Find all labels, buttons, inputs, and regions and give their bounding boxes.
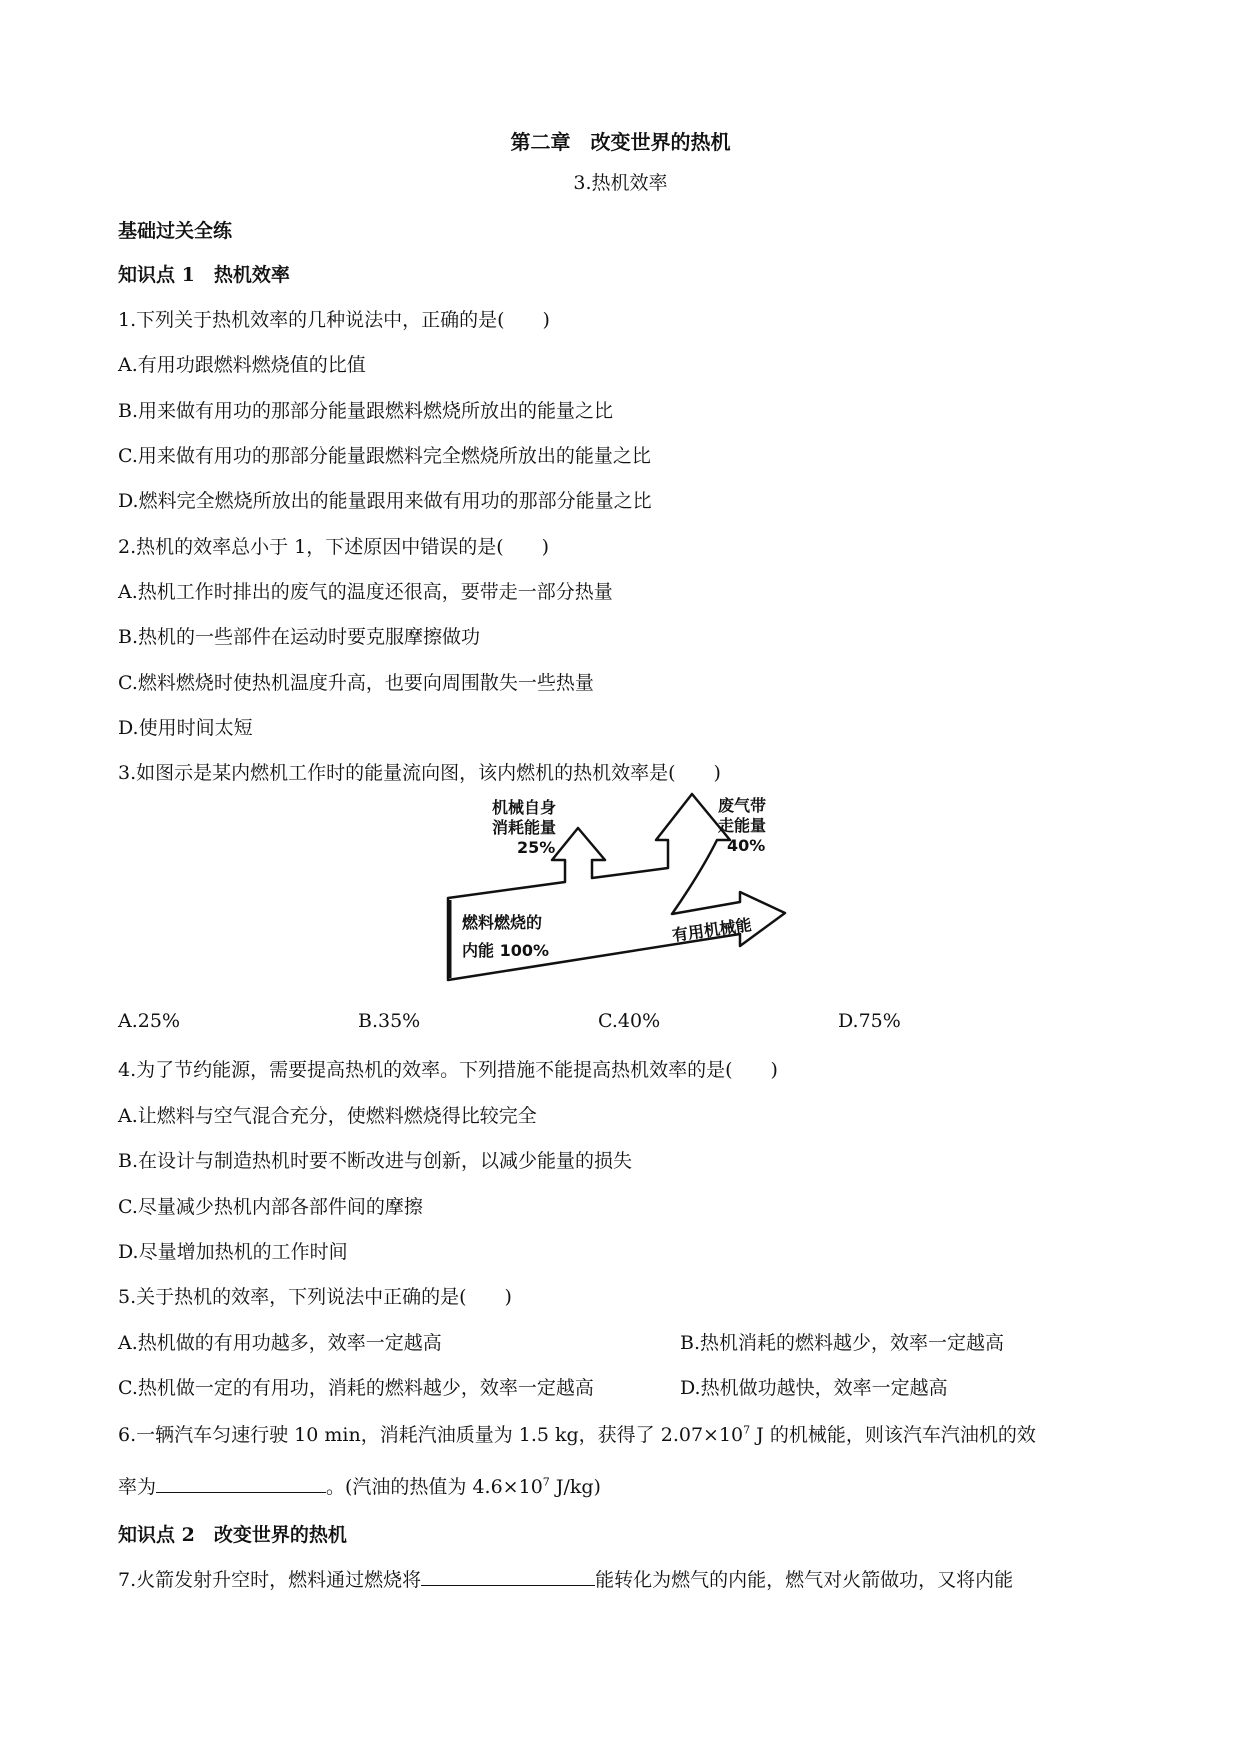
q4-option-c: C.尽量减少热机内部各部件间的摩擦: [118, 1196, 423, 1218]
q7-text-b: 能转化为燃气的内能，燃气对火箭做功，又将内能: [595, 1569, 1014, 1591]
exhaust-label-line2: 走能量: [718, 816, 767, 835]
q6-line2-text-c: J/kg): [549, 1476, 601, 1498]
q6-line1-exponent: 7: [743, 1423, 751, 1437]
useful-energy-label: 有用机械能: [670, 915, 753, 945]
exhaust-label-line3: 40%: [727, 836, 766, 855]
q2-option-a: A.热机工作时排出的废气的温度还很高，要带走一部分热量: [118, 581, 613, 603]
q5-option-b: B.热机消耗的燃料越少，效率一定越高: [680, 1332, 1005, 1354]
q4-option-b: B.在设计与制造热机时要不断改进与创新，以减少能量的损失: [118, 1150, 633, 1172]
exhaust-label-line1: 废气带: [718, 796, 767, 815]
self-loss-label-line1: 机械自身: [492, 798, 557, 817]
q1-option-a: A.有用功跟燃料燃烧值的比值: [118, 354, 366, 376]
q5-option-a: A.热机做的有用功越多，效率一定越高: [118, 1332, 442, 1354]
q1-stem: 1.下列关于热机效率的几种说法中，正确的是( ): [118, 309, 550, 331]
q5-option-c: C.热机做一定的有用功，消耗的燃料越少，效率一定越高: [118, 1377, 594, 1399]
q2-stem: 2.热机的效率总小于 1，下述原因中错误的是( ): [118, 536, 550, 558]
q4-option-d: D.尽量增加热机的工作时间: [118, 1241, 348, 1263]
q2-option-d: D.使用时间太短: [118, 717, 253, 739]
q6-line1-text-b: J 的机械能，则该汽车汽油机的效: [750, 1424, 1036, 1446]
q7-line1: [118, 1565, 1013, 1592]
section-title: 3.热机效率: [573, 172, 668, 194]
q3-option-d: D.75%: [838, 1010, 901, 1032]
q6-answer-blank[interactable]: [156, 1474, 326, 1493]
q6-line1: [118, 1420, 1036, 1447]
q3-option-b: B.35%: [358, 1010, 421, 1032]
q5-stem: 5.关于热机的效率，下列说法中正确的是( ): [118, 1286, 512, 1308]
q7-text-a: 7.火箭发射升空时，燃料通过燃烧将: [118, 1569, 422, 1591]
q3-stem: 3.如图示是某内燃机工作时的能量流向图，该内燃机的热机效率是( ): [118, 762, 721, 784]
q2-option-c: C.燃料燃烧时使热机温度升高，也要向周围散失一些热量: [118, 672, 594, 694]
knowledge-point-1: 知识点 1 热机效率: [118, 264, 290, 286]
q1-option-d: D.燃料完全燃烧所放出的能量跟用来做有用功的那部分能量之比: [118, 490, 652, 512]
q6-line2-text-a: 率为: [118, 1476, 157, 1498]
input-label-line1: 燃料燃烧的: [462, 913, 543, 932]
q2-option-b: B.热机的一些部件在运动时要克服摩擦做功: [118, 626, 481, 648]
q3-option-c: C.40%: [598, 1010, 661, 1032]
q6-line2-text-b: 。(汽油的热值为 4.6×10: [326, 1476, 543, 1498]
q3-option-a: A.25%: [118, 1010, 180, 1032]
self-loss-label-line3: 25%: [517, 838, 556, 857]
chapter-title: 第二章 改变世界的热机: [510, 130, 731, 154]
q1-option-c: C.用来做有用功的那部分能量跟燃料完全燃烧所放出的能量之比: [118, 445, 651, 467]
knowledge-point-2: 知识点 2 改变世界的热机: [118, 1524, 347, 1546]
energy-flow-diagram: [440, 788, 800, 988]
q6-line1-text-a: 6.一辆汽车匀速行驶 10 min，消耗汽油质量为 1.5 kg，获得了 2.07×10: [118, 1424, 744, 1446]
energy-flow-svg: [440, 788, 800, 988]
q6-line2: [118, 1472, 601, 1499]
q7-answer-blank[interactable]: [421, 1567, 595, 1586]
input-label-line2: 内能 100%: [462, 941, 550, 960]
self-loss-label-line2: 消耗能量: [492, 818, 557, 837]
q4-stem: 4.为了节约能源，需要提高热机的效率。下列措施不能提高热机效率的是( ): [118, 1059, 778, 1081]
q6-line2-exponent: 7: [542, 1475, 550, 1489]
q1-option-b: B.用来做有用功的那部分能量跟燃料燃烧所放出的能量之比: [118, 400, 614, 422]
q5-option-d: D.热机做功越快，效率一定越高: [680, 1377, 948, 1399]
q4-option-a: A.让燃料与空气混合充分，使燃料燃烧得比较完全: [118, 1105, 537, 1127]
practice-heading: 基础过关全练: [118, 220, 233, 242]
